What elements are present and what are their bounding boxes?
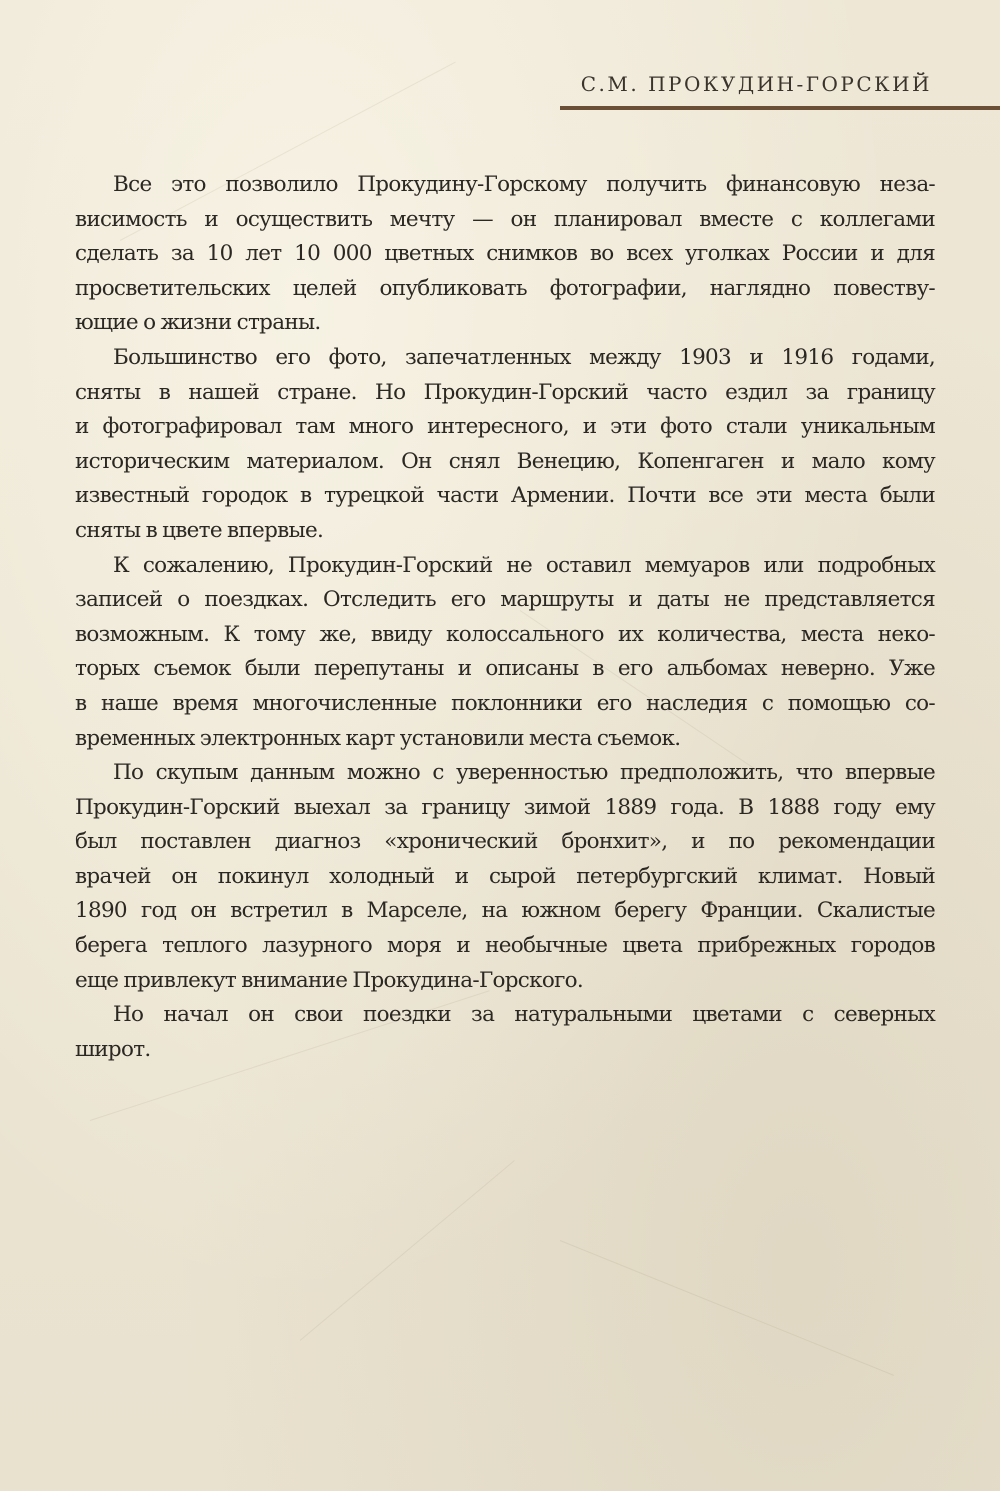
paragraph-1 [75, 168, 935, 341]
body-text [75, 168, 935, 1067]
text-line: К сожалению, Прокудин-Горский не оставил мемуаров или подробных [113, 552, 935, 578]
paragraph-5 [75, 998, 935, 1067]
text-line: сняты в нашей стране. Но Прокудин-Горский часто ездил за границу [75, 379, 935, 405]
paragraph-3 [75, 549, 935, 757]
text-line: 1890 год он встретил в Марселе, на южном берегу Франции. Скалистые [75, 898, 935, 924]
text-line: висимость и осуществить мечту — он планировал вместе с коллегами [75, 206, 935, 232]
text-line: возможным. К тому же, ввиду колоссального их количества, места неко- [75, 621, 935, 647]
text-line: сделать за 10 лет 10 000 цветных снимков во всех уголках России и для [75, 241, 935, 267]
text-line: временных электронных карт установили места съемок. [75, 725, 681, 751]
text-line: торых съемок были перепутаны и описаны в его альбомах неверно. Уже [75, 656, 935, 682]
paragraph-4 [75, 756, 935, 998]
text-line: Но начал он свои поездки за натуральными цветами с северных [113, 1002, 935, 1028]
running-head-rule [560, 106, 1000, 110]
text-line: берега теплого лазурного моря и необычные цвета прибрежных городов [75, 933, 935, 959]
text-line: Большинство его фото, запечатленных между 1903 и 1916 годами, [113, 344, 935, 370]
text-line: По скупым данным можно с уверенностью предположить, что впервые [113, 760, 935, 786]
paragraph-2 [75, 341, 935, 549]
text-line: записей о поездках. Отследить его маршруты и даты не представляется [75, 587, 935, 613]
paper-texture-scratch [560, 1240, 894, 1376]
text-line: широт. [75, 1036, 151, 1062]
text-line: еще привлекут внимание Прокудина-Горского. [75, 967, 584, 993]
text-line: Все это позволило Прокудину-Горскому получить финансовую неза- [113, 172, 935, 197]
text-line: врачей он покинул холодный и сырой петербургский климат. Новый [75, 863, 935, 889]
paper-texture-scratch [300, 1160, 515, 1341]
text-line: Прокудин-Горский выехал за границу зимой 1889 года. В 1888 году ему [75, 794, 935, 820]
text-line: известный городок в турецкой части Армении. Почти все эти места были [75, 483, 935, 509]
running-head: С.М. ПРОКУДИН-ГОРСКИЙ [580, 72, 932, 96]
text-line: просветительских целей опубликовать фотографии, наглядно повеству- [75, 275, 935, 301]
text-line: ющие о жизни страны. [75, 310, 321, 336]
text-line: историческим материалом. Он снял Венецию, Копенгаген и мало кому [75, 448, 935, 474]
text-line: в наше время многочисленные поклонники его наследия с помощью со- [75, 690, 935, 716]
text-line: был поставлен диагноз «хронический бронхит», и по рекомендации [75, 829, 935, 855]
text-line: сняты в цвете впервые. [75, 517, 324, 543]
text-line: и фотографировал там много интересного, и эти фото стали уникальным [75, 414, 935, 440]
